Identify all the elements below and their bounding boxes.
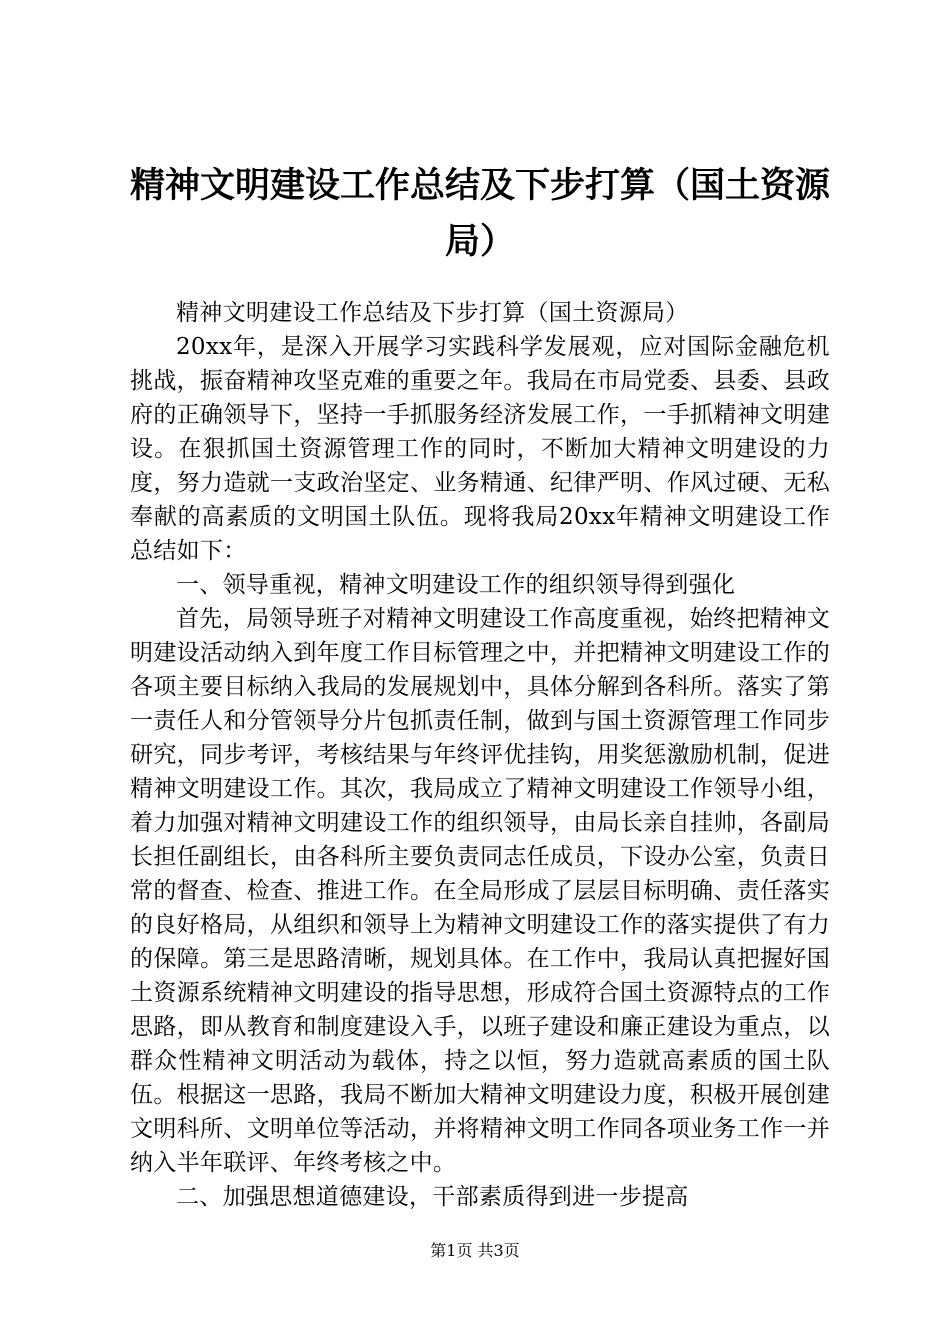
page-footer: 第1页 共3页 [430,1241,520,1260]
document-body [130,296,830,1214]
section-1-paragraph: 首先，局领导班子对精神文明建设工作高度重视，始终把精神文明建设活动纳入到年度工作目标管理之中，并把精神文明建设工作的各项主要目标纳入我局的发展规划中，具体分解到各科所。落实了第一责任人和分管领导分片包抓责任制，做到与国土资源管理工作同步研究，同步考评，考核结果与年终评优挂钩，用奖惩激励机制，促进精神文明建设工作。其次，我局成立了精神文明建设工作领导小组，着力加强对精神文明建设工作的组织领导，由局长亲自挂帅，各副局长担任副组长，由各科所主要负责同志任成员，下设办公室，负责日常的督查、检查、推进工作。在全局形成了层层目标明确、责任落实的良好格局，从组织和领导上为精神文明建设工作的落实提供了有力的保障。第三是思路清晰，规划具体。在工作中，我局认真把握好国土资源系统精神文明建设的指导思想，形成符合国土资源特点的工作思路，即从教育和制度建设入手，以班子建设和廉正建设为重点，以群众性精神文明活动为载体，持之以恒，努力造就高素质的国土队伍。根据这一思路，我局不断加大精神文明建设力度，积极开展创建文明科所、文明单位等活动，并将精神文明工作同各项业务工作一并纳入半年联评、年终考核之中。 [130,606,830,1176]
section-heading-1: 一、领导重视，精神文明建设工作的组织领导得到强化 [176,572,736,598]
intro-paragraph: 20xx年，是深入开展学习实践科学发展观，应对国际金融危机挑战，振奋精神攻坚克难的重要之年。我局在市局党委、县委、县政府的正确领导下，坚持一手抓服务经济发展工作，一手抓精神文明建设。在狠抓国土资源管理工作的同时，不断加大精神文明建设的力度，努力造就一支政治坚定、业务精通、纪律严明、作风过硬、无私奉献的高素质的文明国土队伍。现将我局20xx年精神文明建设工作总结如下： [130,334,830,564]
document-title: 精神文明建设工作总结及下步打算（国土资源局） [129,165,830,262]
section-heading-2: 二、加强思想道德建设，干部素质得到进一步提高 [176,1184,689,1210]
subtitle-paragraph: 精神文明建设工作总结及下步打算（国土资源局） [176,300,689,326]
